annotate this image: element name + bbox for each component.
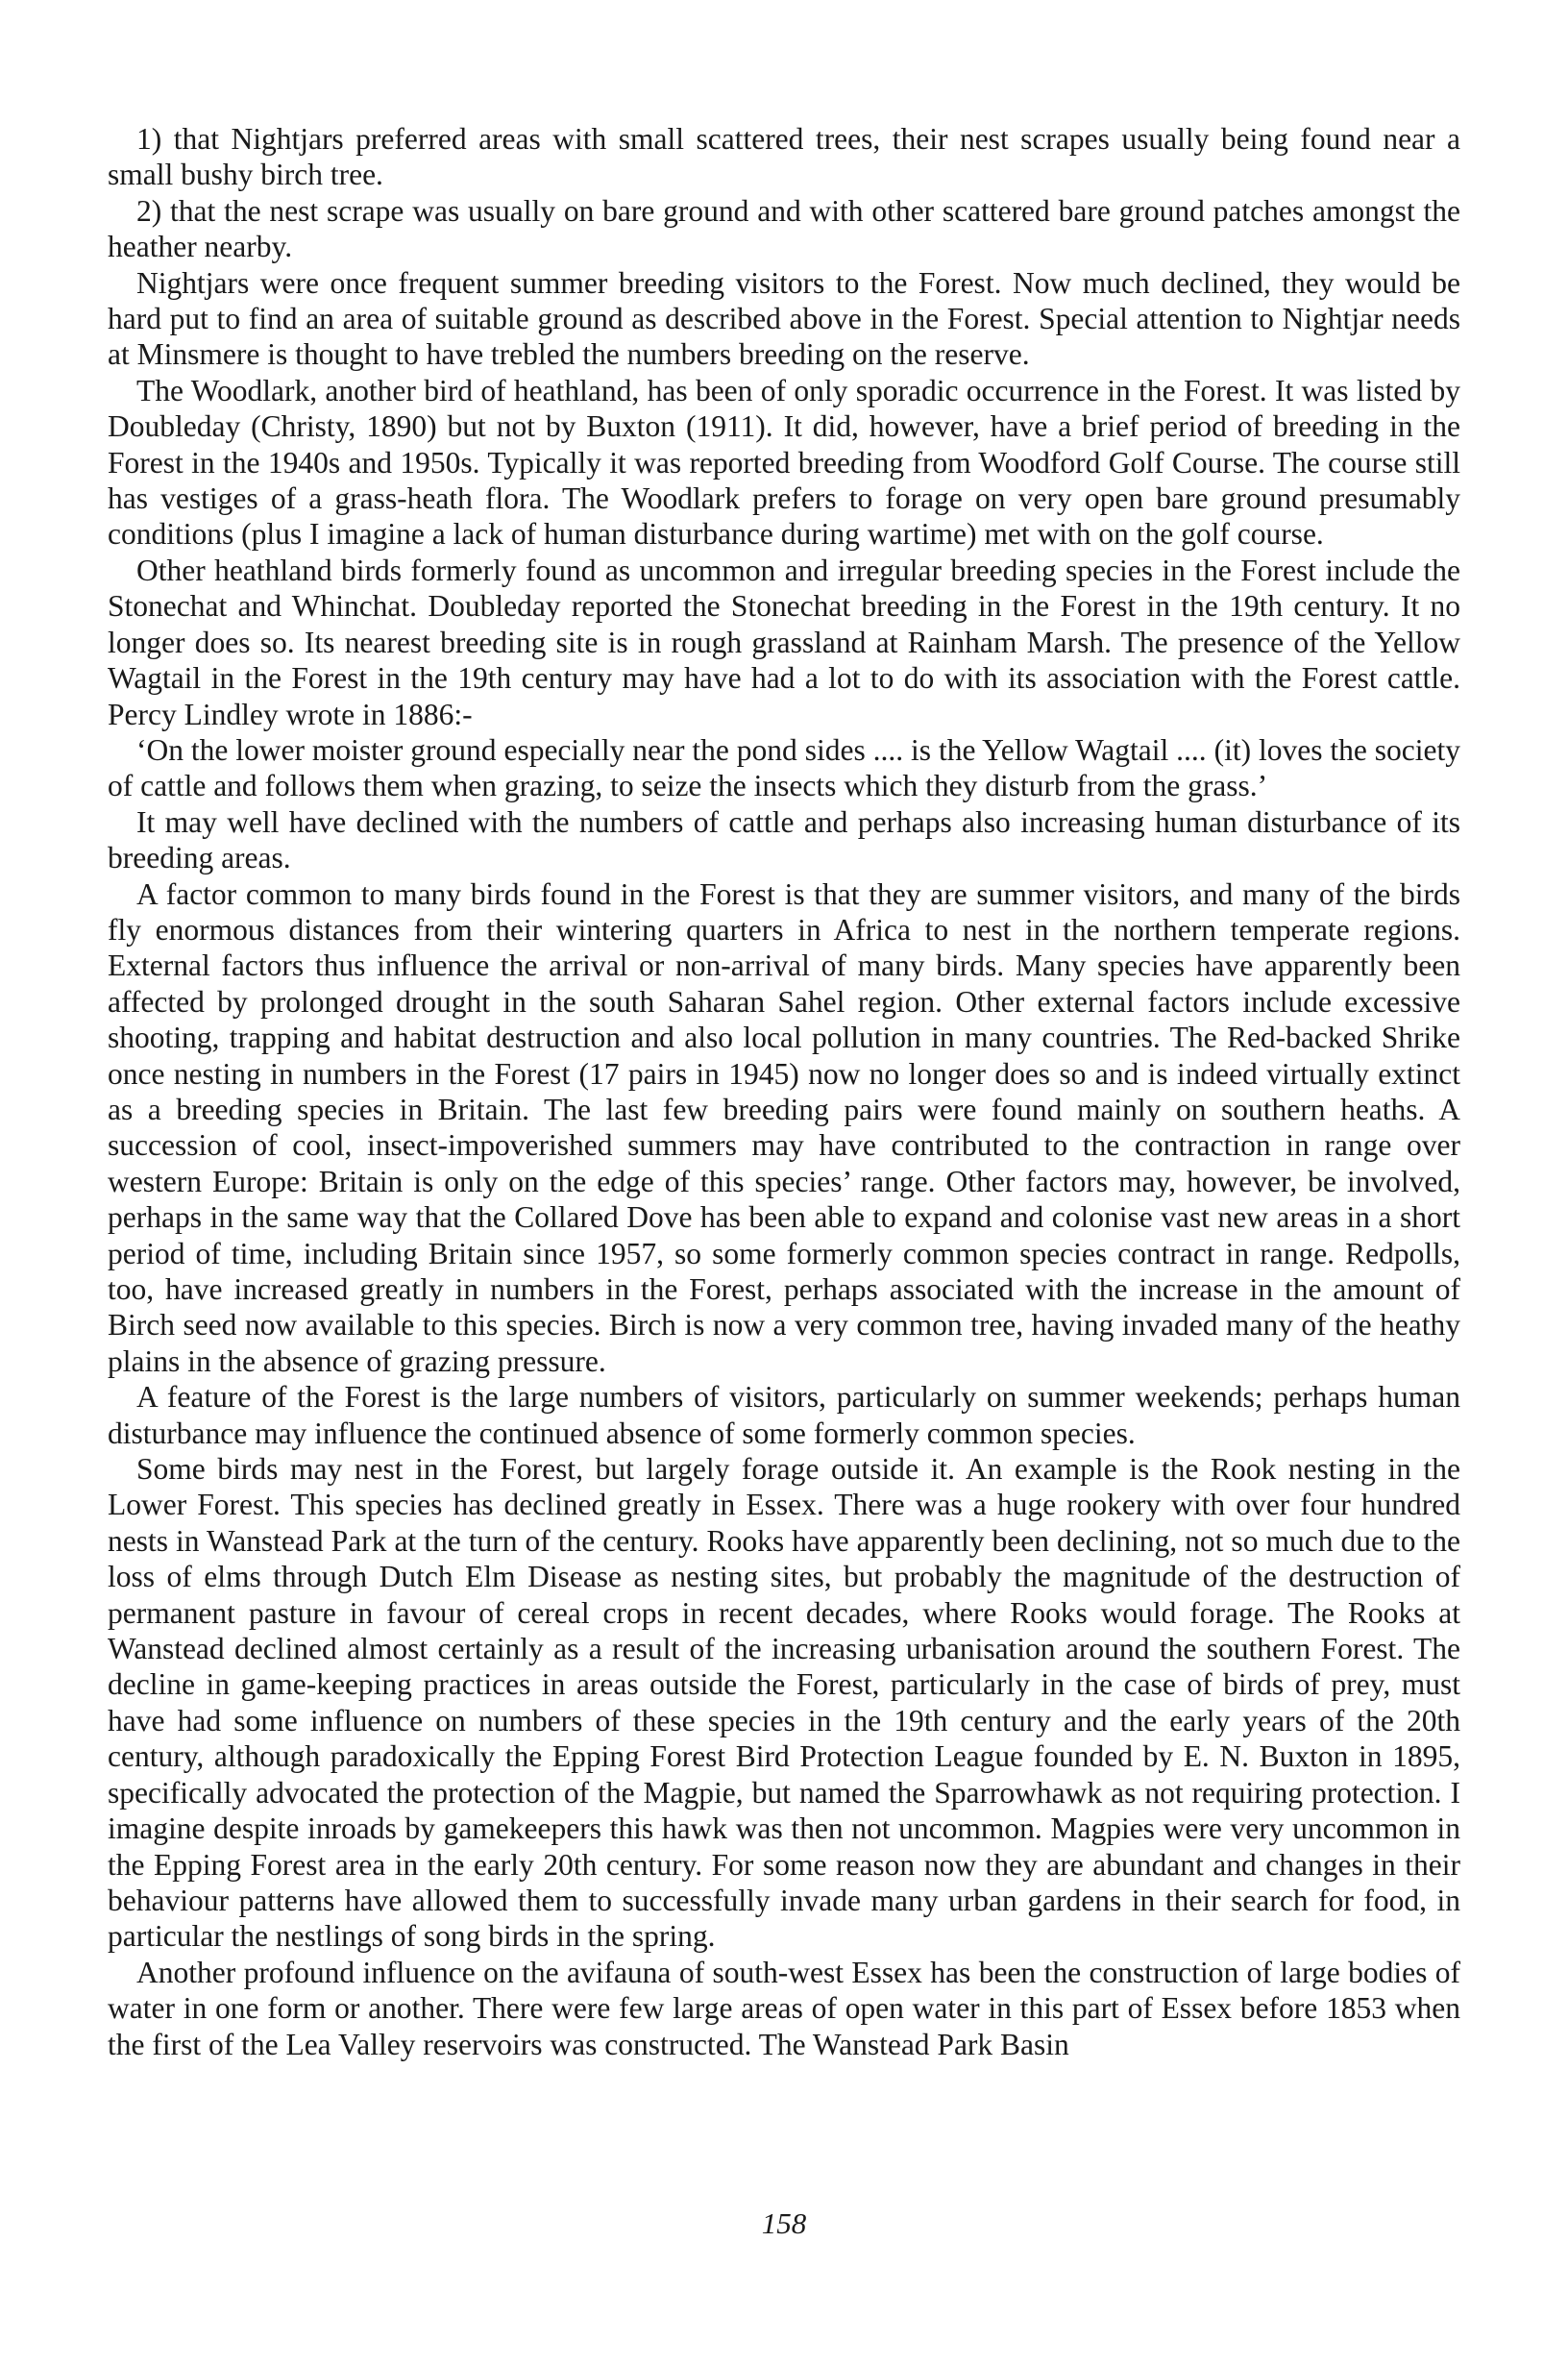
page-number: 158 <box>761 2206 807 2240</box>
paragraph-8: A factor common to many birds found in the Forest is that they are summer visitors, and many of the birds fly enormous distances from their wintering quarters in Africa to nest in the northern temperate regions. External factors thus influence the arrival or non-arrival of many birds. Many species have apparently been affected by prolonged drought in the south Saharan Sahel region. Other external factors include excessive shooting, trapping and habitat destruction and also local pollution in many countries. The Red-backed Shrike once nesting in numbers in the Forest (17 pairs in 1945) now no longer does so and is indeed virtually extinct as a breeding species in Britain. The last few breeding pairs were found mainly on southern heaths. A succession of cool, insect-impoverished summers may have contributed to the contraction in range over western Europe: Britain is only on the edge of this species’ range. Other factors may, however, be involved, perhaps in the same way that the Collared Dove has been able to expand and colonise vast new areas in a short period of time, including Britain since 1957, so some formerly common species contract in range. Redpolls, too, have increased greatly in numbers in the Forest, perhaps associated with the increase in the amount of Birch seed now available to this species. Birch is now a very common tree, having invaded many of the heathy plains in the absence of grazing pressure. <box>108 876 1460 1378</box>
paragraph-2: 2) that the nest scrape was usually on bare ground and with other scattered bare ground patches amongst the heather nearby. <box>108 193 1460 264</box>
paragraph-1: 1) that Nightjars preferred areas with small scattered trees, their nest scrapes usually being found near a small bushy birch tree. <box>108 122 1460 192</box>
page-body <box>108 121 1460 2062</box>
paragraph-4: The Woodlark, another bird of heathland, has been of only sporadic occurrence in the Forest. It was listed by Doubleday (Christy, 1890) but not by Buxton (1911). It did, however, have a brief period of breeding in the Forest in the 1940s and 1950s. Typically it was reported breeding from Woodford Golf Course. The course still has vestiges of a grass-heath flora. The Woodlark prefers to forage on very open bare ground presumably conditions (plus I imagine a lack of human disturbance during wartime) met with on the golf course. <box>108 373 1460 552</box>
paragraph-11: Another profound influence on the avifauna of south-west Essex has been the construction of large bodies of water in one form or another. There were few large areas of open water in this part of Essex before 1853 when the first of the Lea Valley reservoirs was constructed. The Wanstead Park Basin <box>108 1955 1460 2061</box>
paragraph-7: It may well have declined with the numbers of cattle and perhaps also increasing human disturbance of its breeding areas. <box>108 804 1460 875</box>
paragraph-10: Some birds may nest in the Forest, but largely forage outside it. An example is the Rook nesting in the Lower Forest. This species has declined greatly in Essex. There was a huge rookery with over four hundred nests in Wanstead Park at the turn of the century. Rooks have apparently been declining, not so much due to the loss of elms through Dutch Elm Disease as nesting sites, but probably the magnitude of the destruction of permanent pasture in favour of cereal crops in recent decades, where Rooks would forage. The Rooks at Wanstead declined almost certainly as a result of the increasing urbanisation around the southern Forest. The decline in game-keeping practices in areas outside the Forest, particularly in the case of birds of prey, must have had some influence on numbers of these species in the 19th century and the early years of the 20th century, although paradoxically the Epping Forest Bird Protection League founded by E. N. Buxton in 1895, specifically advocated the protection of the Magpie, but named the Sparrowhawk as not requiring protection. I imagine despite inroads by gamekeepers this hawk was then not uncommon. Magpies were very uncommon in the Epping Forest area in the early 20th century. For some reason now they are abundant and changes in their behaviour patterns have allowed them to successfully invade many urban gardens in their search for food, in particular the nestlings of song birds in the spring. <box>108 1452 1460 1954</box>
paragraph-6-quote: ‘On the lower moister ground especially near the pond sides .... is the Yellow Wagtail .... (it) loves the society of cattle and follows them when grazing, to seize the insects which they disturb from the grass.’ <box>108 732 1460 803</box>
paragraph-9: A feature of the Forest is the large numbers of visitors, particularly on summer weekends; perhaps human disturbance may influence the continued absence of some formerly common species. <box>108 1380 1460 1450</box>
paragraph-3: Nightjars were once frequent summer breeding visitors to the Forest. Now much declined, they would be hard put to find an area of suitable ground as described above in the Forest. Special attention to Nightjar needs at Minsmere is thought to have trebled the numbers breeding on the reserve. <box>108 265 1460 372</box>
paragraph-5: Other heathland birds formerly found as uncommon and irregular breeding species in the Forest include the Stonechat and Whinchat. Doubleday reported the Stonechat breeding in the Forest in the 19th century. It no longer does so. Its nearest breeding site is in rough grassland at Rainham Marsh. The presence of the Yellow Wagtail in the Forest in the 19th century may have had a lot to do with its association with the Forest cattle. Percy Lindley wrote in 1886:- <box>108 553 1460 731</box>
